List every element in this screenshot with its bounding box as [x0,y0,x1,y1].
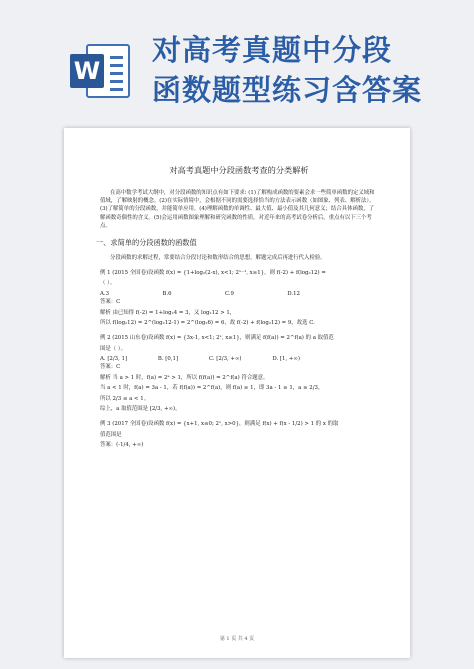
banner-title-line2: 函数题型练习含答案 [152,73,423,107]
example-1-answer: 答案：C [100,299,121,306]
intro-paragraph: 在高中数学考试大纲中，对分段函数的知识点有如下要求: (1)了解构成函数的要素会求一些简单函数的定义域和值域，了解映射的概念。(2)在实际情境中，会根据不同的需要选择恰当的方法表示函数（如图象、列表、解析法）。(3)了解简单的分段函数，并能简单应用。(4)理解函数的单调性、最大值、最小值及其几何意义；结合具体函数，了解函数奇偶性的含义。(5)会运用函数图象理解和研究函数的性质。对近年来的高考试卷分析后，重点有以下三个考点。 [100,189,375,230]
example-2-solution-line4: 综上，a 取值范围是 [2/3, +∞)。 [100,405,181,412]
document-page [64,128,410,658]
option-a: A.3 [100,290,110,297]
page-footer: 第 1 页 共 4 页 [219,636,255,643]
banner-title [152,30,472,110]
example-3-question-cont: 值范围是 [100,431,122,438]
example-1-solution-line1: 解析 由已知得 f(-2) = 1+log₂4 = 3，又 log₂12 > 1， [100,309,236,316]
banner [0,0,474,120]
option-c: C.9 [224,290,234,297]
example-2-solution-line2: 当 a < 1 时，f(a) = 3a - 1，若 f(f(a)) = 2^f(a)，则 f(a) ≥ 1，即 3a - 1 ≥ 1，a ≥ 2/3， [100,385,324,392]
example-3-question: 例 3 (2017 全国卷)设函数 f(x) = {x+1, x≤0; 2ˣ, x>0}，则满足 f(x) + f(x - 1/2) > 1 的 x 的取 [100,421,339,428]
section-intro: 分段函数的求解过程，常要结合分段讨论和数形结合的思想，解题完成后再进行代入检验。 [110,254,326,261]
example-3-answer: 答案：(-1/4, +∞) [100,442,144,449]
option-b: B. [0,1] [157,356,179,363]
banner-title-line1: 对高考真题中分段 [152,33,393,67]
example-1-question: 例 1 (2015 全国卷)设函数 f(x) = {1+log₂(2-x), x<1; 2ˣ⁻¹, x≥1}，则 f(-2) + f(log₂12) = [100,270,326,277]
option-d: D. [1, +∞) [272,356,300,363]
word-document-icon [70,38,134,102]
word-w-badge-icon: W [70,54,104,88]
example-2-solution-line3: 所以 2/3 ≤ a < 1。 [100,395,150,402]
example-2-solution-line1: 解析 当 a > 1 时，f(a) = 2ᵃ > 1，所以 f(f(a)) = 2^f(a) 符合题意。 [100,374,269,381]
example-2-question-cont: 围是（ ）。 [100,345,126,352]
example-2-answer: 答案：C [100,364,121,371]
example-2-options [100,355,300,363]
example-1-options [100,290,300,298]
document-title: 对高考真题中分段函数考查的分类解析 [169,165,309,175]
option-c: C. [2/3, +∞) [208,356,242,363]
example-2-question: 例 2 (2015 山东卷)设函数 f(x) = {3x-1, x<1; 2ˣ, x≥1}，则满足 f(f(a)) = 2^f(a) 的 a 取值范 [100,335,334,342]
example-1-blank: （ ）。 [100,280,116,287]
option-a: A. [2/3, 1] [100,356,128,363]
option-b: B.6 [162,290,172,297]
option-d: D.12 [287,290,300,297]
section-heading: 一、求简单的分段函数的函数值 [96,237,197,247]
example-1-solution-line2: 所以 f(log₂12) = 2^(log₂12-1) = 2^(log₂6) = 6，故 f(-2) + f(log₂12) = 9，故选 C. [100,319,315,326]
